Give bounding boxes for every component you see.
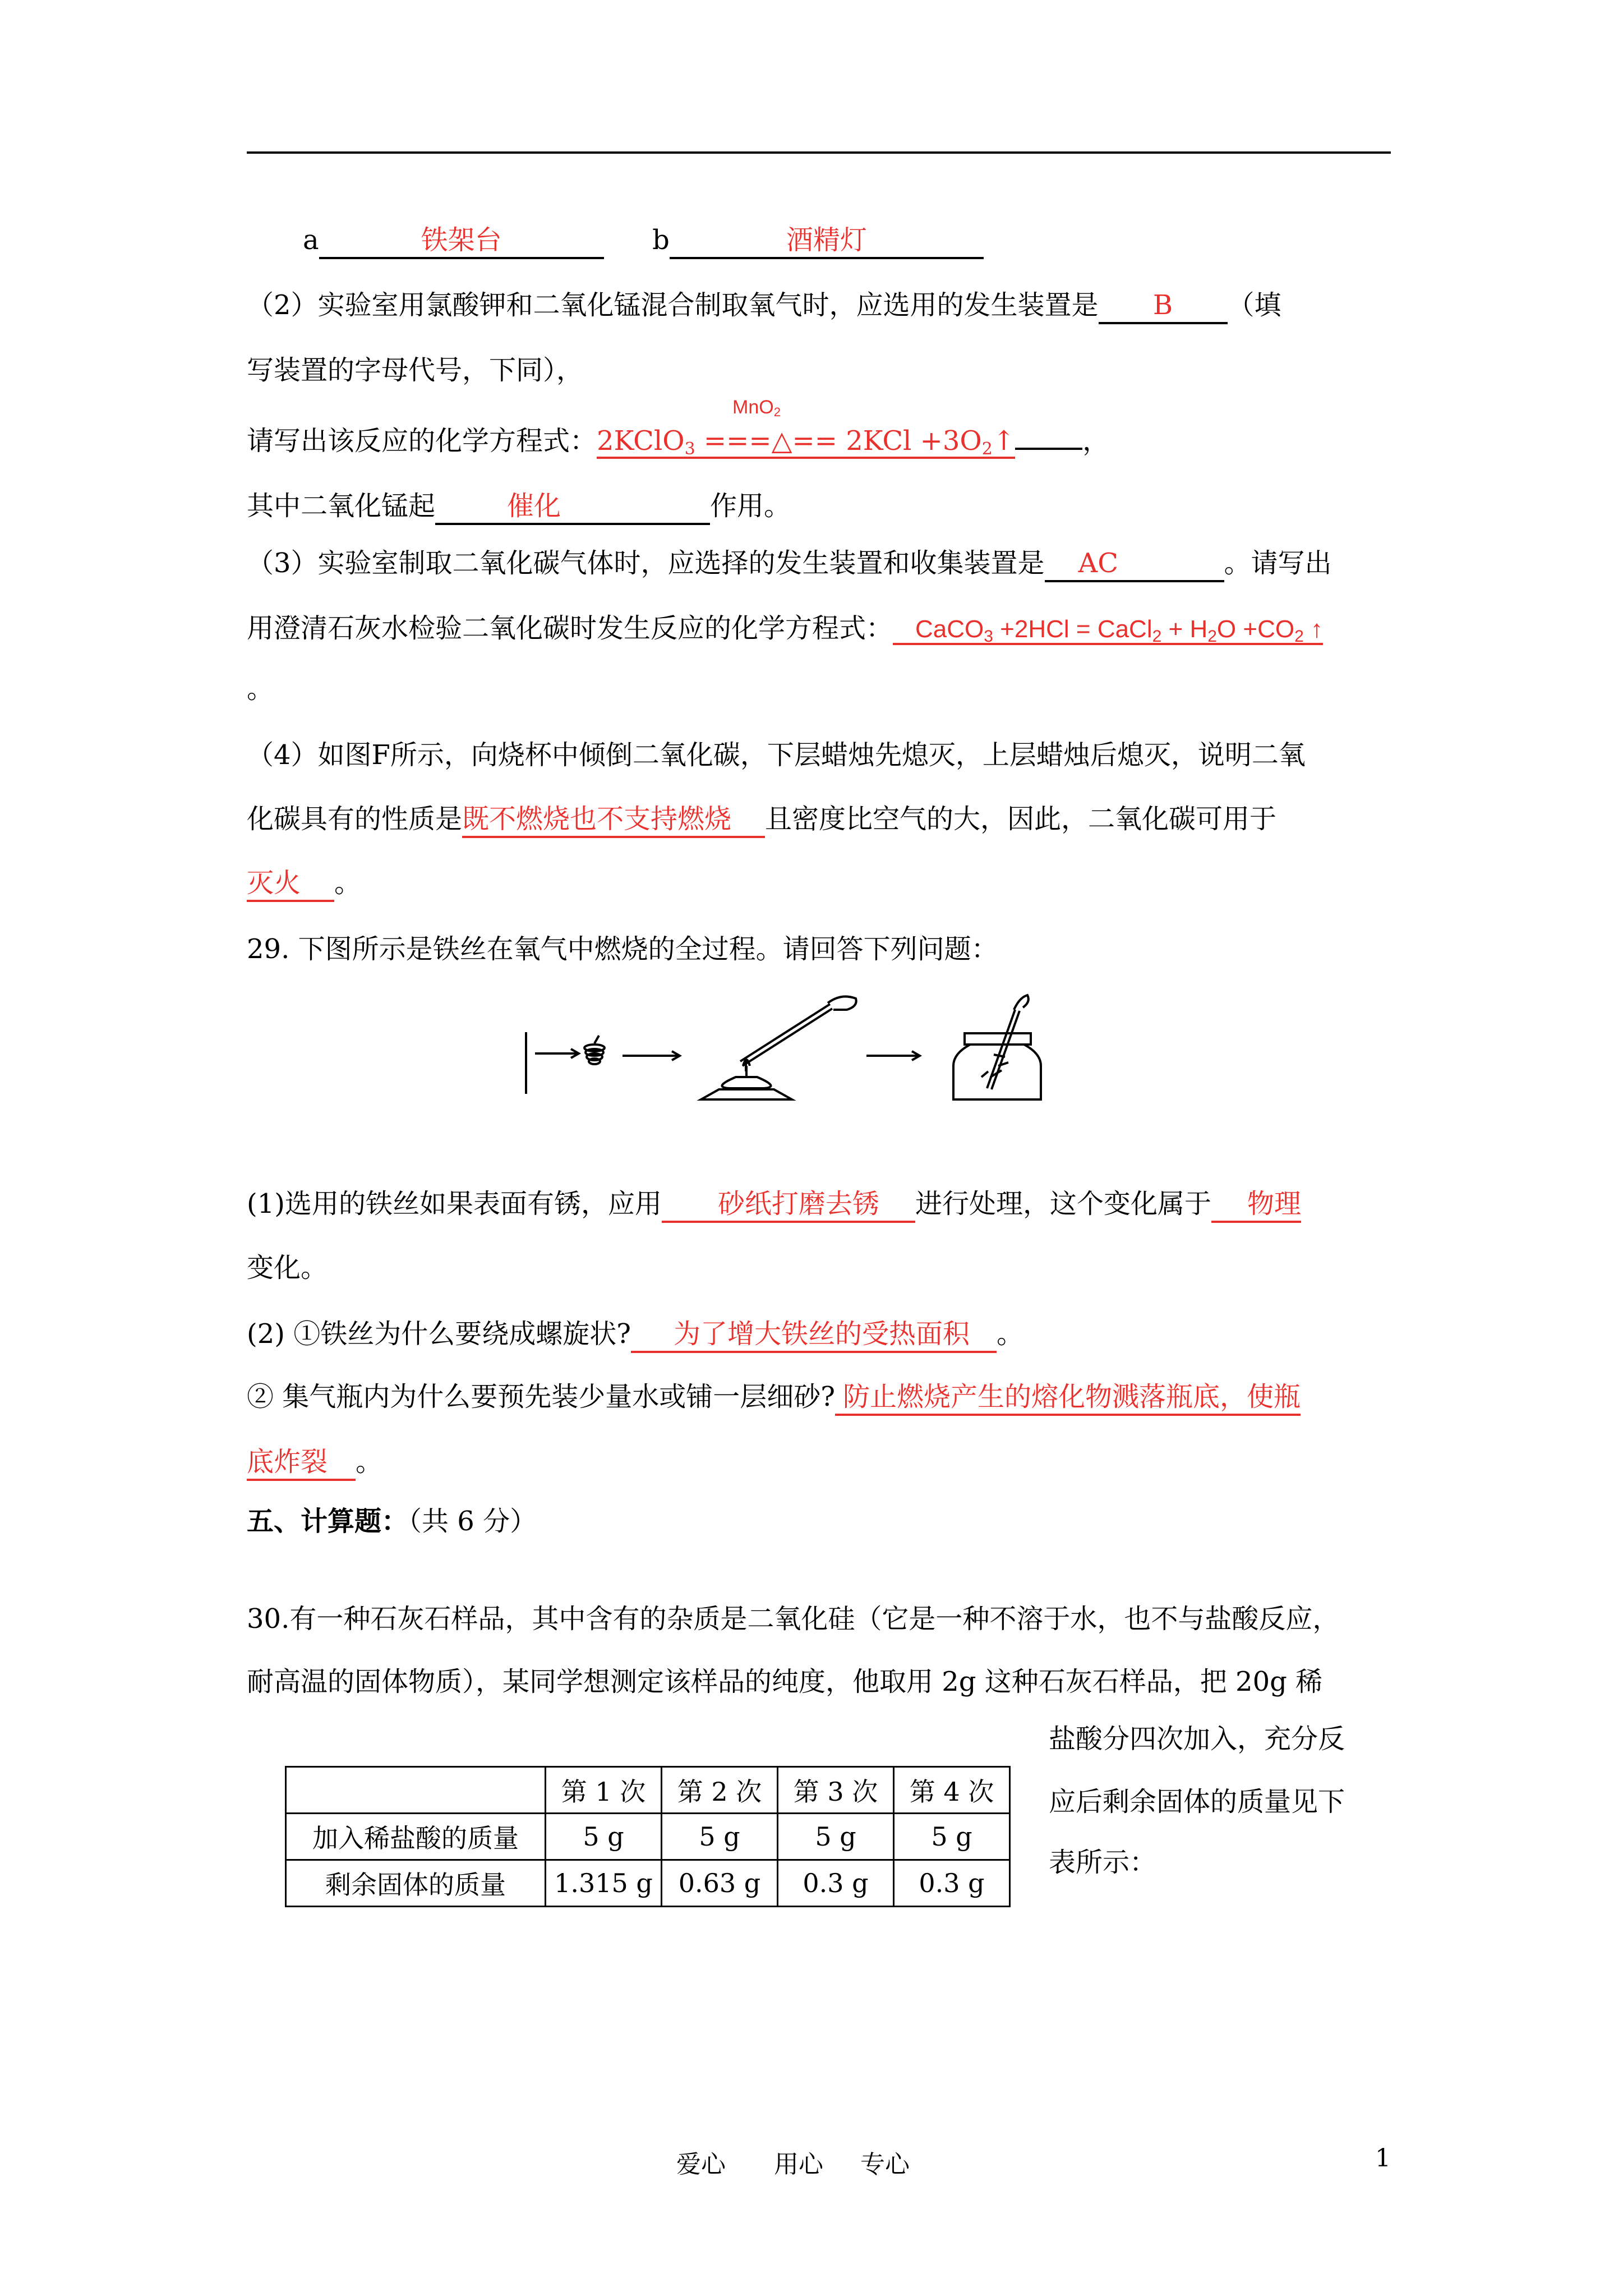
q28-part3-end: 。	[247, 673, 274, 705]
q29-sub2: (2) ①铁丝为什么要绕成螺旋状? 为了增大铁丝的受热面积 。	[247, 1316, 1023, 1353]
table-cell: 加入稀盐酸的质量	[286, 1814, 546, 1860]
q28-part4-line1: （4）如图F所示，向烧杯中倾倒二氧化碳，下层蜡烛先熄灭，上层蜡烛后熄灭，说明二氧	[247, 739, 1306, 771]
q30-side1: 盐酸分四次加入，充分反	[1049, 1723, 1345, 1755]
q30-line1: 30.有一种石灰石样品，其中含有的杂质是二氧化硅（它是一种不溶于水，也不与盐酸反应，	[247, 1603, 1340, 1635]
footer-middle: 用心	[774, 2150, 823, 2179]
answer-catalyst: 催化	[435, 489, 710, 525]
q28-part4-line2: 化碳具有的性质是既不燃烧也不支持燃烧 且密度比空气的大，因此，二氧化碳可用于	[247, 801, 1276, 838]
table-cell: 0.63 g	[662, 1860, 778, 1907]
answer-physical: 物理	[1211, 1187, 1301, 1223]
hcl-data-table	[285, 1766, 1011, 1907]
section5-heading: 五、计算题：（共 6 分）	[247, 1506, 537, 1537]
q30-side3: 表所示：	[1049, 1847, 1157, 1878]
q28-catalyst-line: 其中二氧化锰起 催化 作用。	[247, 488, 791, 525]
equation-caco3: CaCO$_3$ +2HCl = CaCl$_2$ + $H_2O +CO_2$ ↑	[893, 615, 1323, 645]
q29-sub1-line2: 变化。	[247, 1252, 328, 1283]
answer-b: 酒精灯	[670, 223, 984, 259]
answer-water-reason-cont: 底炸裂	[247, 1445, 356, 1481]
answer-coil-reason: 为了增大铁丝的受热面积	[631, 1317, 997, 1353]
table-header-row	[286, 1767, 1010, 1814]
q28-part2-line2: 写装置的字母代号，下同），	[247, 355, 584, 386]
q28-part4-line3: 灭火 。	[247, 865, 361, 902]
table-cell: 5 g	[894, 1814, 1010, 1860]
table-cell: 第 4 次	[894, 1767, 1010, 1814]
answer-fire: 灭火	[247, 866, 334, 902]
label-b: b	[652, 224, 670, 256]
q29-sub3-line2: 底炸裂 。	[247, 1444, 382, 1481]
header-rule	[247, 151, 1391, 154]
answer-apparatus-b: B	[1099, 288, 1228, 324]
iron-wire-process-figure	[516, 987, 1099, 1105]
answer-a: 铁架台	[319, 223, 604, 259]
table-cell: 第 3 次	[778, 1767, 894, 1814]
q28-part2-line1: （2）实验室用氯酸钾和二氧化锰混合制取氧气时，应选用的发生装置是 B （填	[247, 287, 1281, 324]
equation-kclo3: 请写出该反应的化学方程式：2KClO$_3$ ===△== $2KCl +3O_2↑$ ，	[247, 425, 1110, 459]
alcohol-lamp-heating-icon	[701, 996, 856, 1099]
q28-part3-line1: （3）实验室制取二氧化碳气体时，应选择的发生装置和收集装置是 AC 。请写出	[247, 545, 1332, 582]
q29-title: 29. 下图所示是铁丝在氧气中燃烧的全过程。请回答下列问题：	[247, 933, 998, 965]
catalyst-label: MnO$_2$	[732, 397, 781, 419]
q30-line2: 耐高温的固体物质），某同学想测定该样品的纯度，他取用 2g 这种石灰石样品，把 20g 稀	[247, 1666, 1323, 1697]
answer-sandpaper: 砂纸打磨去锈	[662, 1187, 915, 1223]
q29-sub3-line1: ② 集气瓶内为什么要预先装少量水或铺一层细砂? 防止燃烧产生的熔化物溅落瓶底，使瓶	[247, 1379, 1301, 1416]
table-cell: 0.3 g	[894, 1860, 1010, 1907]
q28-part3-line2: 用澄清石灰水检验二氧化碳时发生反应的化学方程式： CaCO$_3$ +2HCl = CaCl$_2$ + $H_2O +CO_2$ ↑	[247, 613, 1323, 646]
table-cell: 5 g	[546, 1814, 662, 1860]
table-row	[286, 1860, 1010, 1907]
q28-apparatus-line	[303, 222, 984, 259]
answer-ac: AC	[1045, 546, 1224, 582]
footer-right: 专心	[860, 2150, 910, 2179]
answer-co2-property: 既不燃烧也不支持燃烧	[462, 802, 765, 838]
table-cell: 5 g	[778, 1814, 894, 1860]
gas-jar-burning-icon	[953, 995, 1041, 1099]
label-a: a	[303, 224, 319, 256]
footer-left: 爱心	[676, 2150, 726, 2179]
table-row	[286, 1814, 1010, 1860]
coiled-wire-icon	[584, 1036, 605, 1064]
answer-water-reason: 防止燃烧产生的熔化物溅落瓶底，使瓶	[835, 1380, 1301, 1416]
table-cell: 0.3 g	[778, 1860, 894, 1907]
table-cell: 1.315 g	[546, 1860, 662, 1907]
table-cell: 第 1 次	[546, 1767, 662, 1814]
table-cell	[286, 1767, 546, 1814]
table-cell: 5 g	[662, 1814, 778, 1860]
q30-side2: 应后剩余固体的质量见下	[1049, 1786, 1345, 1818]
table-cell: 剩余固体的质量	[286, 1860, 546, 1907]
page-number: 1	[1375, 2144, 1391, 2173]
q29-sub1-line1: (1)选用的铁丝如果表面有锈，应用 砂纸打磨去锈 进行处理，这个变化属于 物理	[247, 1186, 1301, 1223]
table-cell: 第 2 次	[662, 1767, 778, 1814]
